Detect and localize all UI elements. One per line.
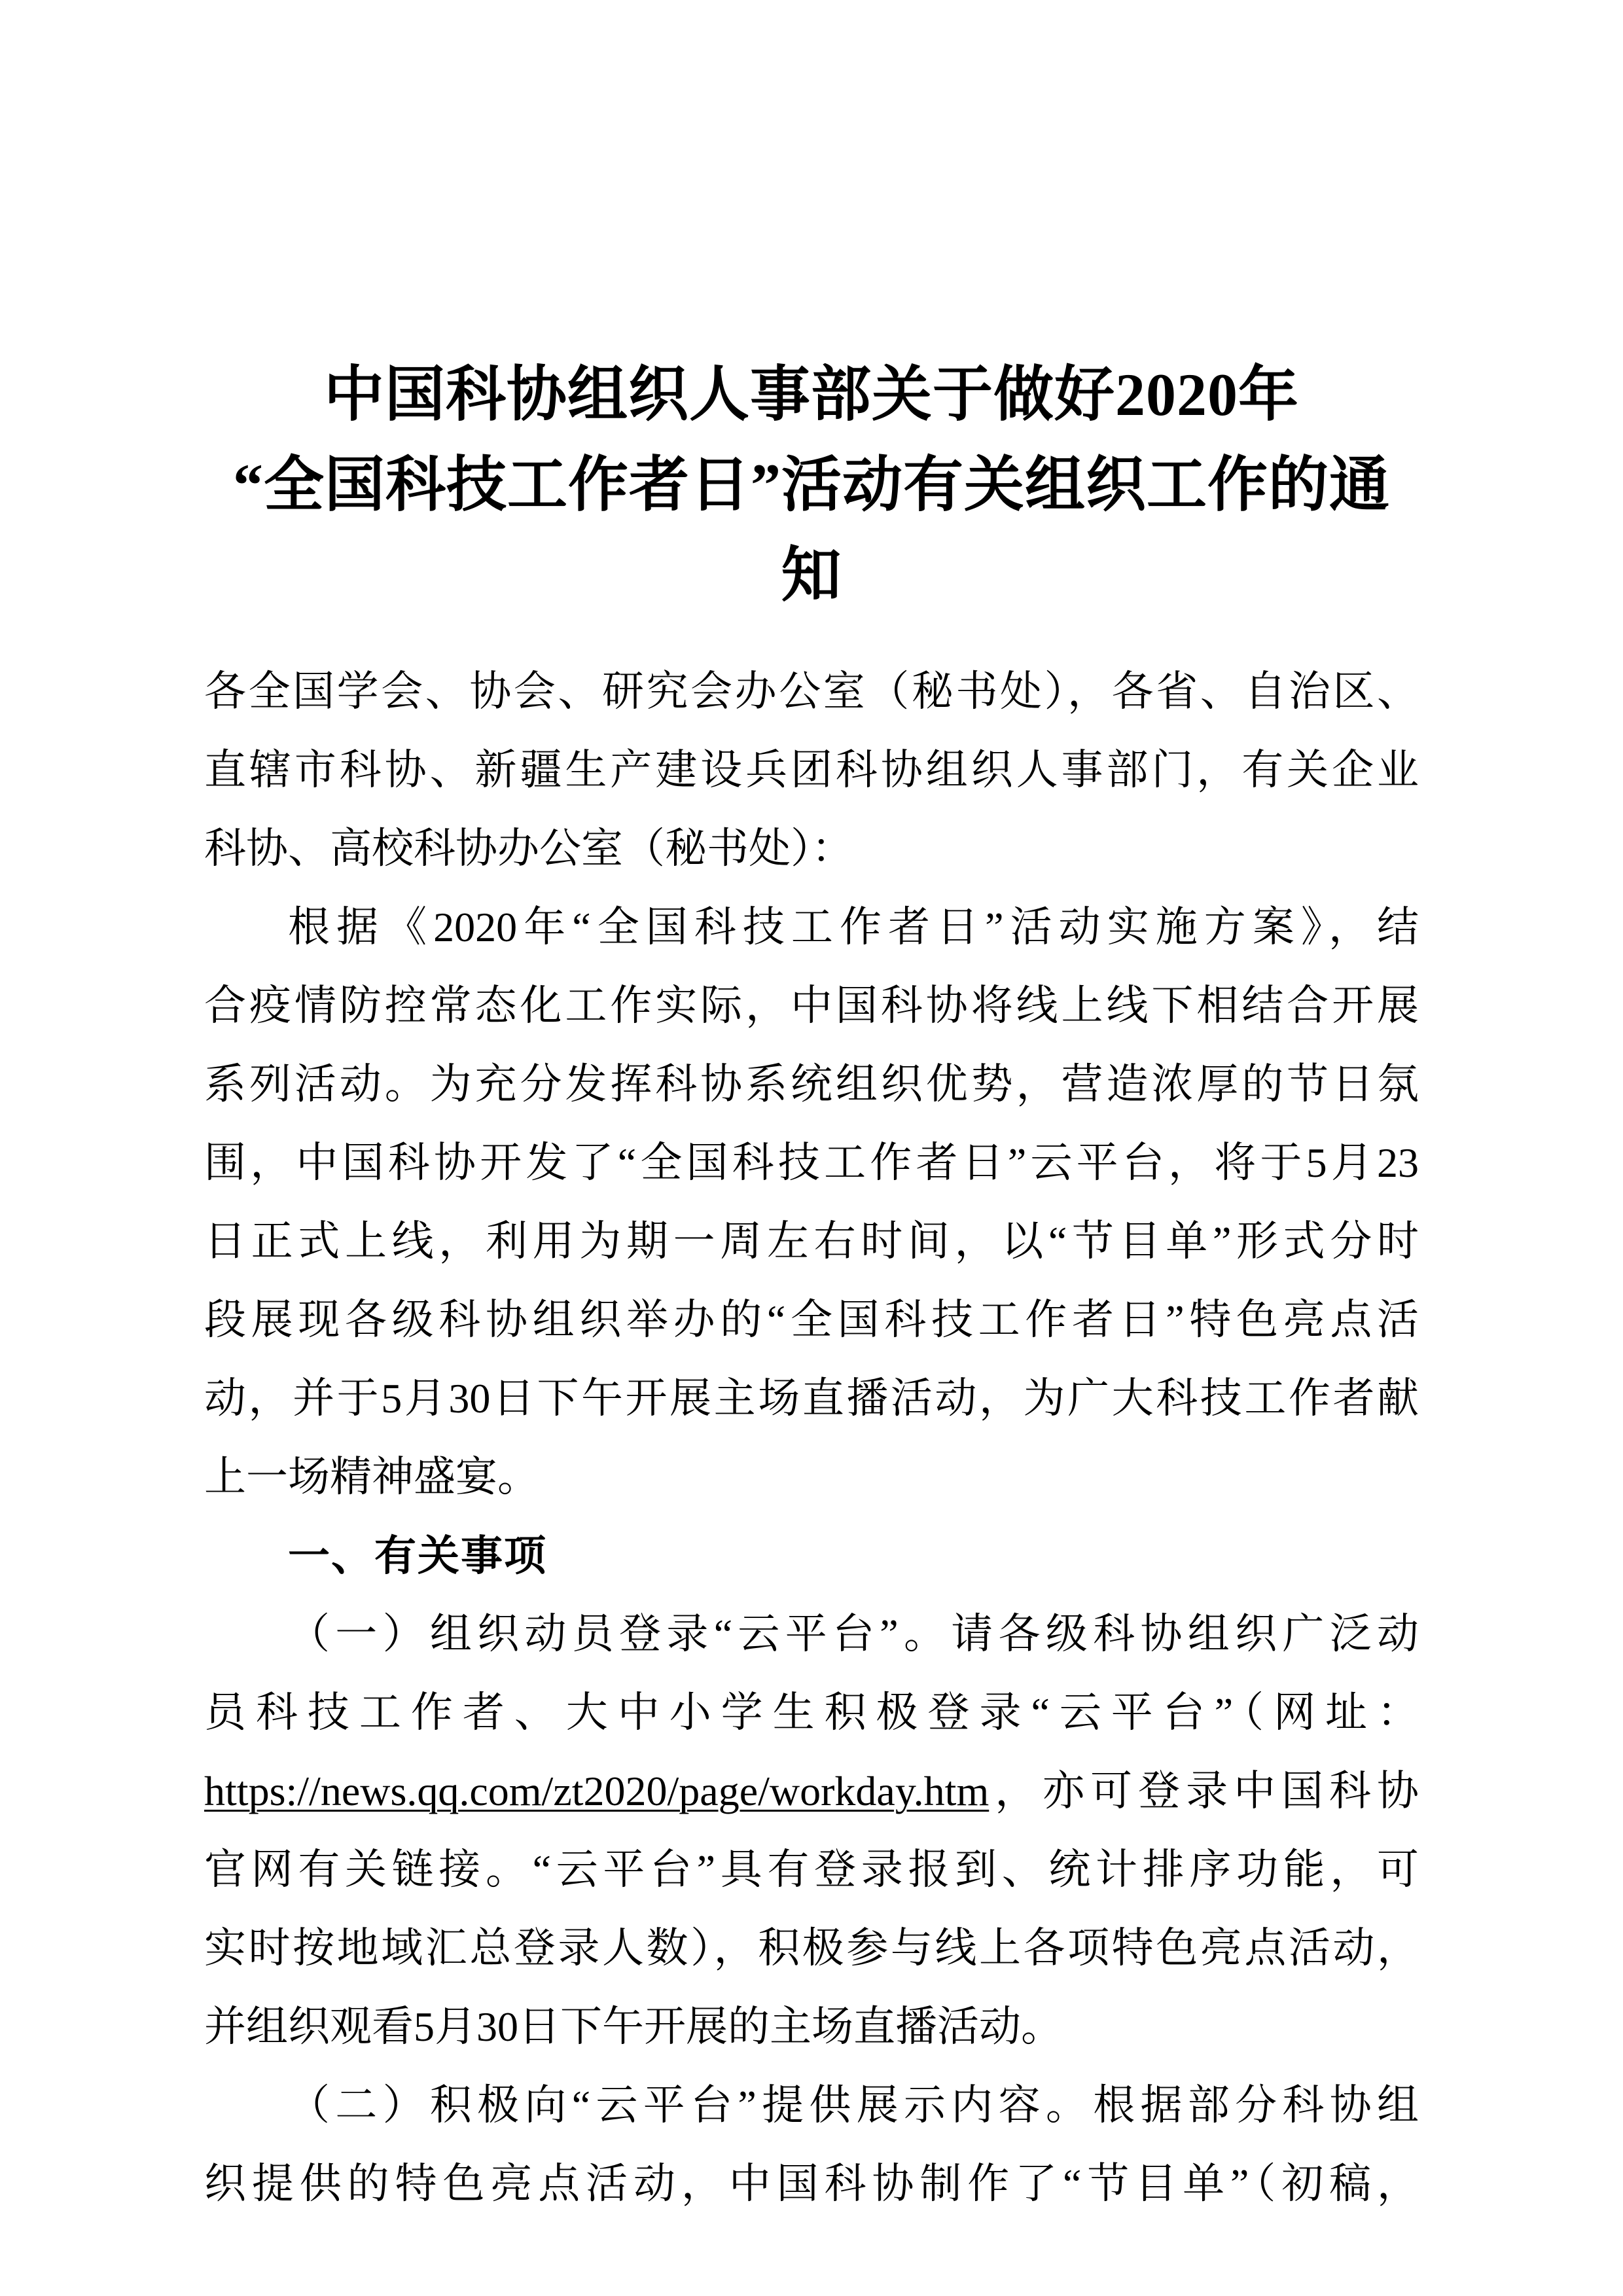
text-line: 并组织观看5月30日下午开展的主场直播活动。 [204, 2003, 1063, 2050]
text-line: 根据《2020年“全国科技工作者日”活动实施方案》，结 [288, 904, 1419, 950]
text-line: https://news.qq.com/zt2020/page/workday.htm，亦可登录中国科协 [204, 1768, 1419, 1814]
paragraph [204, 2066, 1419, 2223]
text-line: 直辖市科协、新疆生产建设兵团科协组织人事部门，有关企业 [204, 747, 1419, 793]
text-line: 段展现各级科协组织举办的“全国科技工作者日”特色亮点活 [204, 1297, 1419, 1343]
paragraph [204, 888, 1419, 1516]
text-line: （一）组织动员登录“云平台”。请各级科协组织广泛动 [288, 1611, 1419, 1657]
text-line: 合疫情防控常态化工作实际，中国科协将线上线下相结合开展 [204, 982, 1419, 1029]
document-title [204, 350, 1419, 620]
text-line: （二）积极向“云平台”提供展示内容。根据部分科协组 [288, 2082, 1419, 2128]
document-body [204, 653, 1419, 2223]
document-content [204, 350, 1419, 2223]
text-line: 织提供的特色亮点活动，中国科协制作了“节目单”（初稿， [204, 2161, 1419, 2207]
document-title-line-2: “全国科技工作者日”活动有关组织工作的通知 [232, 452, 1390, 609]
document-title-line-1: 中国科协组织人事部关于做好2020年 [323, 361, 1299, 428]
text-line: 各全国学会、协会、研究会办公室（秘书处），各省、自治区、 [204, 668, 1419, 715]
text-line: 官网有关链接。“云平台”具有登录报到、统计排序功能，可 [204, 1846, 1419, 1893]
text-line: 上一场精神盛宴。 [204, 1454, 539, 1500]
text-line: 围，中国科协开发了“全国科技工作者日”云平台，将于5月23 [204, 1139, 1419, 1186]
heading-line: 一、有关事项 [288, 1532, 547, 1579]
paragraph [204, 653, 1419, 888]
text-line: 系列活动。为充分发挥科协系统组织优势，营造浓厚的节日氛 [204, 1061, 1419, 1107]
text-line: 动，并于5月30日下午开展主场直播活动，为广大科技工作者献 [204, 1375, 1419, 1422]
text-line: 员科技工作者、大中小学生积极登录“云平台”（网址： [204, 1689, 1419, 1736]
text-line: 科协、高校科协办公室（秘书处）： [204, 825, 853, 872]
url-text: https://news.qq.com/zt2020/page/workday.htm [204, 1768, 990, 1814]
paragraph [204, 1595, 1419, 2066]
text-line: 日正式上线，利用为期一周左右时间，以“节目单”形式分时 [204, 1218, 1419, 1265]
section-heading [204, 1516, 1419, 1595]
text-line: 实时按地域汇总登录人数），积极参与线上各项特色亮点活动， [204, 1925, 1419, 1971]
